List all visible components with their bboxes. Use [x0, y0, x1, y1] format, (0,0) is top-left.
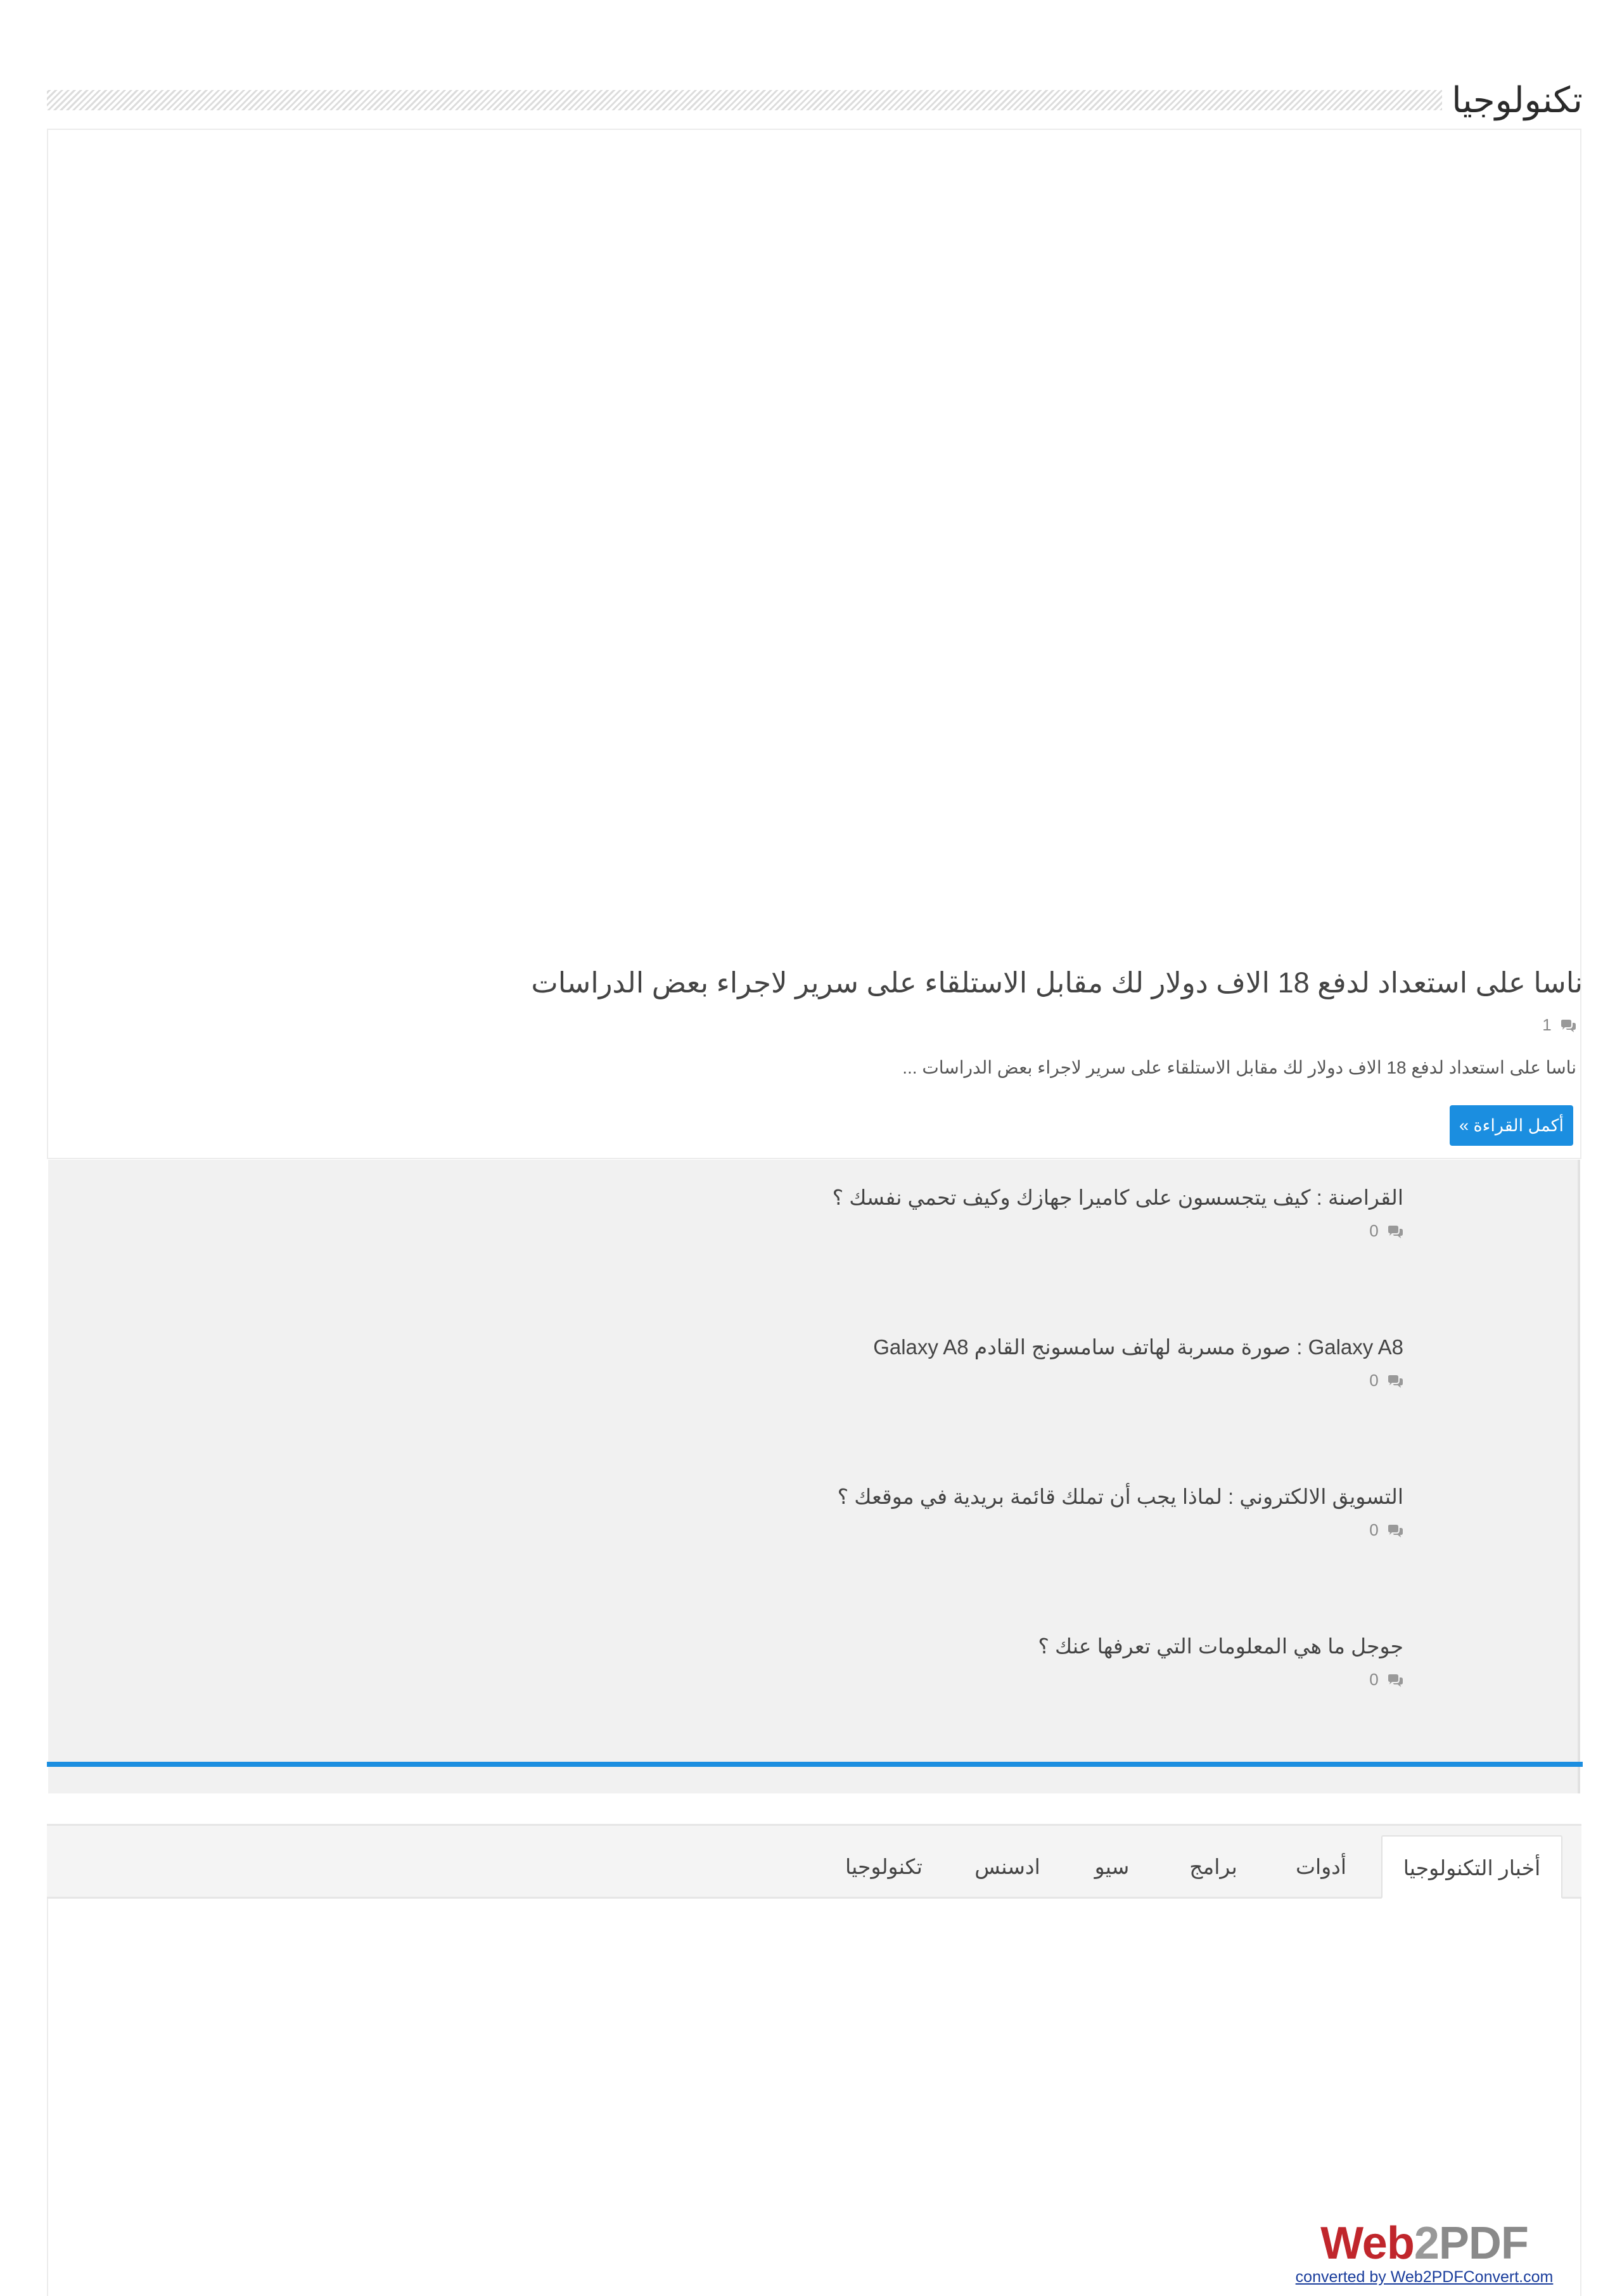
list-item-comments[interactable]	[833, 1221, 1403, 1241]
list-item-comment-number: 0	[1369, 1670, 1379, 1689]
featured-post-box	[47, 129, 1581, 1159]
list-item-title[interactable]: جوجل ما هي المعلومات التي تعرفها عنك ؟	[1038, 1634, 1403, 1658]
section-divider	[47, 1762, 1583, 1767]
list-item-comment-number: 0	[1369, 1520, 1379, 1539]
featured-post-title[interactable]: ناسا على استعداد لدفع 18 الاف دولار لك مقابل الاستلقاء على سرير لاجراء بعض الدراسات	[531, 966, 1583, 999]
list-item[interactable]	[873, 1335, 1403, 1390]
tab-technology[interactable]: تكنولوجيا	[845, 1855, 923, 1878]
comments-icon	[1387, 1375, 1403, 1389]
section-header	[47, 76, 1583, 124]
related-posts-panel	[48, 1160, 1580, 1793]
comments-icon	[1387, 1524, 1403, 1538]
list-item-comments[interactable]	[838, 1520, 1403, 1540]
web2pdf-watermark[interactable]	[1285, 2218, 1564, 2288]
list-item[interactable]	[1038, 1634, 1403, 1690]
web2pdf-logo: Web2PDF	[1320, 2218, 1528, 2269]
comments-icon	[1387, 1674, 1403, 1688]
featured-excerpt: ناسا على استعداد لدفع 18 الاف دولار لك مقابل الاستلقاء على سرير لاجراء بعض الدراسات ...	[902, 1058, 1576, 1077]
featured-comment-number: 1	[1542, 1015, 1552, 1034]
list-item-title[interactable]: Galaxy A8 : صورة مسربة لهاتف سامسونج القادم Galaxy A8	[873, 1335, 1403, 1359]
featured-comment-count[interactable]	[1542, 1015, 1576, 1035]
list-item-title[interactable]: القراصنة : كيف يتجسسون على كاميرا جهازك وكيف تحمي نفسك ؟	[832, 1186, 1403, 1209]
tab-tools[interactable]: أدوات	[1295, 1855, 1347, 1878]
tab-adsense[interactable]: ادسنس	[974, 1855, 1040, 1878]
tab-seo[interactable]: سيو	[1094, 1855, 1130, 1878]
list-item-comments[interactable]	[1038, 1670, 1403, 1690]
list-item[interactable]	[838, 1484, 1403, 1540]
comments-icon	[1560, 1019, 1576, 1033]
comments-icon	[1387, 1225, 1403, 1239]
list-item-title[interactable]: التسويق الالكتروني : لماذا يجب أن تملك قائمة بريدية في موقعك ؟	[837, 1485, 1403, 1508]
list-item-comment-number: 0	[1369, 1221, 1379, 1240]
list-item-comment-number: 0	[1369, 1371, 1379, 1390]
list-item-comments[interactable]	[873, 1371, 1403, 1390]
read-more-button[interactable]: أكمل القراءة »	[1450, 1105, 1573, 1146]
tab-tech-news[interactable]: أخبار التكنولوجيا	[1381, 1835, 1562, 1899]
web2pdf-link[interactable]: converted by Web2PDFConvert.com	[1295, 2268, 1554, 2286]
tab-programs[interactable]: برامج	[1189, 1855, 1237, 1878]
section-title: تكنولوجيا	[1452, 80, 1583, 120]
header-stripes-decoration	[47, 90, 1442, 110]
list-item[interactable]	[833, 1185, 1403, 1241]
